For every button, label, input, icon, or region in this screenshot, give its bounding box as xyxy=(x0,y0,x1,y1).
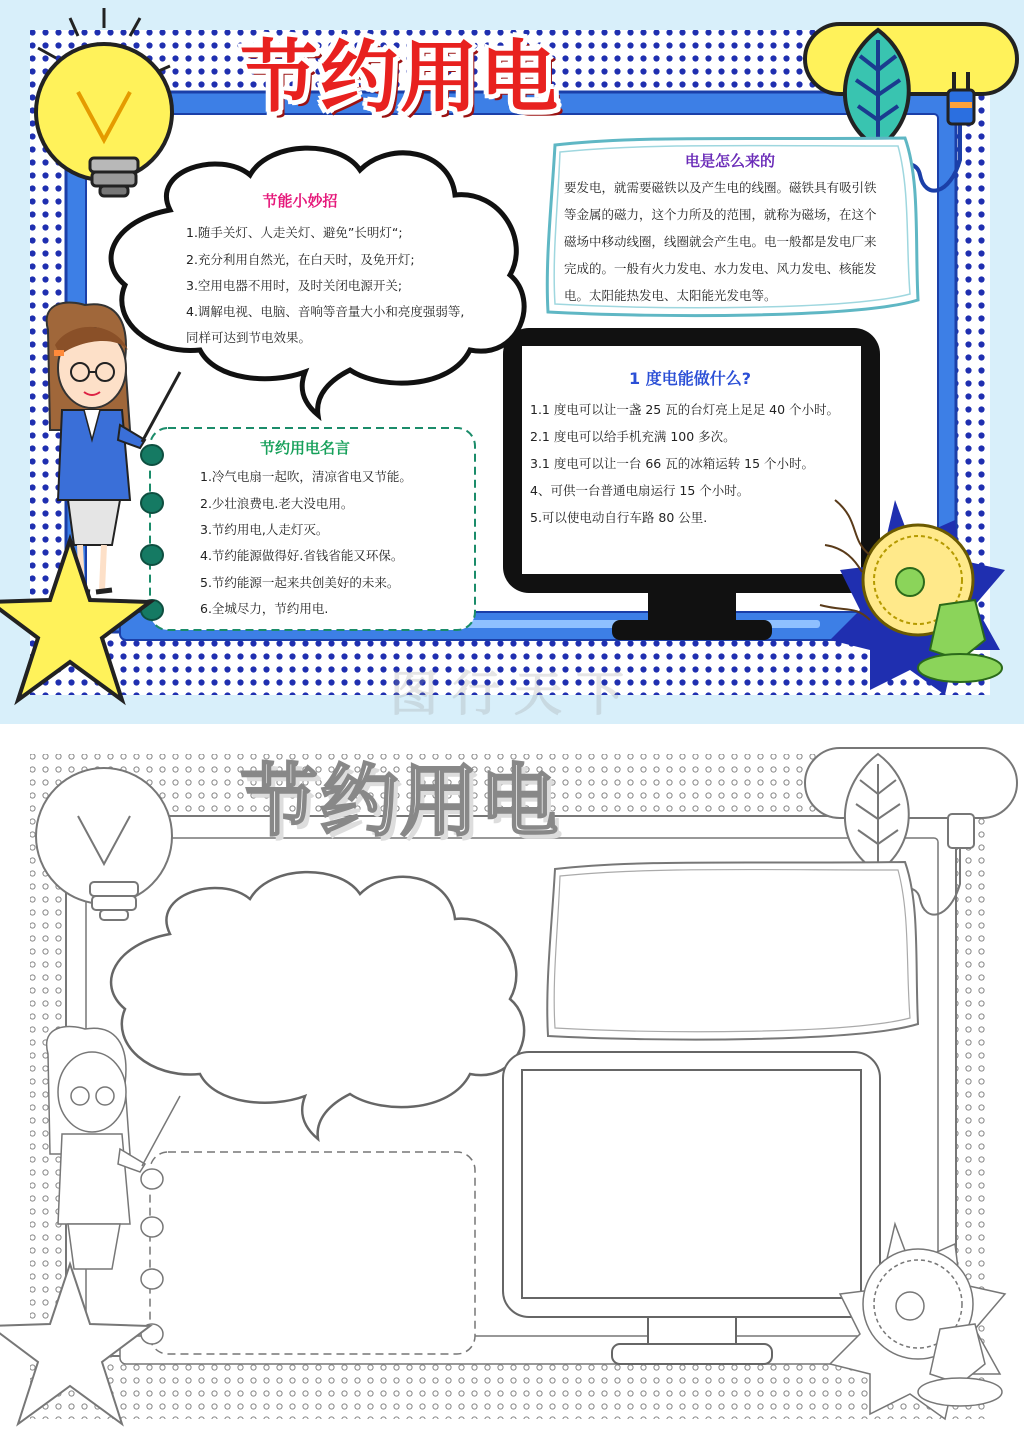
tips-line-2: 2.充分利用自然光，在白天时，及免开灯; xyxy=(186,252,415,267)
quotes-line-4: 4.节约能源做得好.省钱省能又环保。 xyxy=(200,548,404,563)
kwh-line-3: 3.1 度电可以让一台 66 瓦的冰箱运转 15 个小时。 xyxy=(530,456,815,471)
line-art-page xyxy=(0,724,1024,1448)
page-title: 节约用电 xyxy=(239,33,560,123)
quotes-line-1: 1.冷气电扇一起吹，清凉省电又节能。 xyxy=(200,469,412,484)
tips-line-4: 4.调解电视、电脑、音响等音量大小和亮度强弱等, xyxy=(186,304,465,319)
quotes-line-3: 3.节约用电,人走灯灭。 xyxy=(200,522,329,537)
quotes-heading: 节约用电名言 xyxy=(259,439,350,457)
kwh-line-2: 2.1 度电可以给手机充满 100 多次。 xyxy=(530,429,736,444)
origin-line-2: 等金属的磁力，这个力所及的范围，就称为磁场，在这个 xyxy=(564,207,877,222)
page-title-outline: 节约用电 xyxy=(239,757,560,847)
origin-heading: 电是怎么来的 xyxy=(684,152,775,170)
kwh-heading: 1 度电能做什么? xyxy=(629,369,751,388)
origin-line-1: 要发电，就需要磁铁以及产生电的线圈。磁铁具有吸引铁 xyxy=(564,180,877,195)
kwh-line-1: 1.1 度电可以让一盏 25 瓦的台灯亮上足足 40 个小时。 xyxy=(530,402,840,417)
tips-line-1: 1.随手关灯、人走关灯、避免”长明灯“; xyxy=(186,225,403,240)
origin-line-5: 电。太阳能热发电、太阳能光发电等。 xyxy=(564,288,777,303)
quotes-line-5: 5.节约能源一起来共创美好的未来。 xyxy=(200,575,400,590)
kwh-line-5: 5.可以使电动自行车路 80 公里. xyxy=(530,510,708,525)
tips-heading: 节能小妙招 xyxy=(262,192,338,210)
kwh-line-4: 4、可供一台普通电扇运行 15 个小时。 xyxy=(530,483,750,498)
tips-line-5: 同样可达到节电效果。 xyxy=(186,330,312,345)
watermark: 图行天下 xyxy=(390,666,639,722)
origin-line-3: 磁场中移动线圈，线圈就会产生电。电一般都是发电厂来 xyxy=(564,234,877,249)
origin-line-4: 完成的。一般有火力发电、水力发电、风力发电、核能发 xyxy=(564,261,877,276)
tips-line-3: 3.空用电器不用时，及时关闭电源开关; xyxy=(186,278,403,293)
quotes-line-6: 6.全城尽力，节约用电. xyxy=(200,601,329,616)
quotes-line-2: 2.少壮浪费电.老大没电用。 xyxy=(200,496,354,511)
